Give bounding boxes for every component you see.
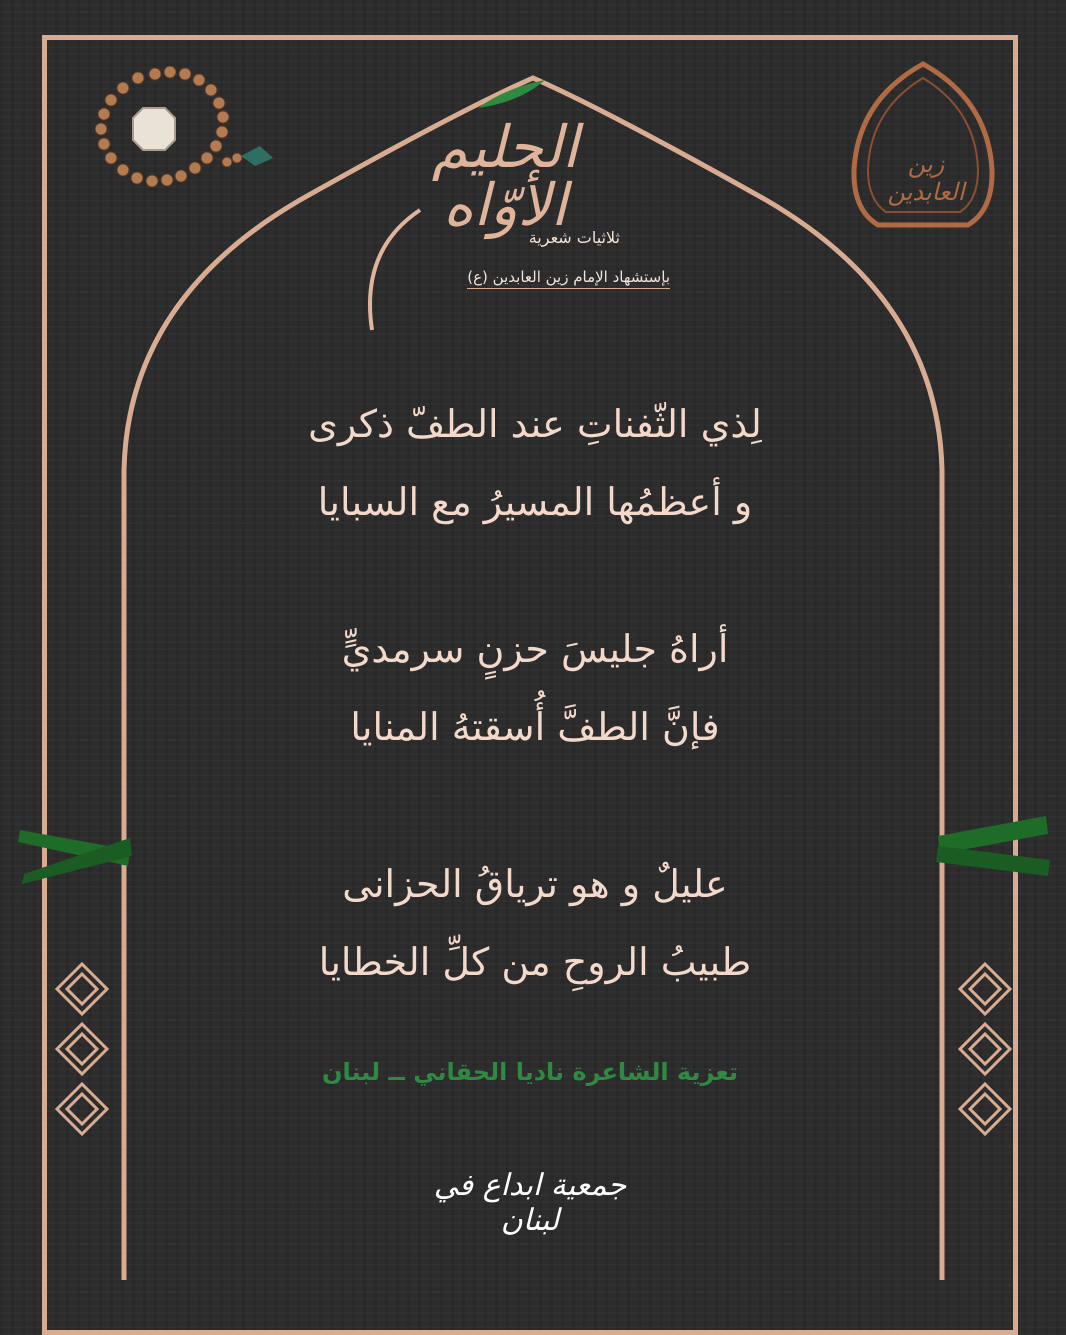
title-block xyxy=(350,98,690,348)
stanza-2 xyxy=(120,610,950,766)
kufic-knot-icon xyxy=(55,962,110,1137)
subtitle-line-1: ثلاثيات شعرية xyxy=(528,228,620,247)
green-ribbon-icon xyxy=(18,822,134,884)
verse-line: فإنَّ الطفَّ أُسقتهُ المنايا xyxy=(350,705,720,749)
verse-line: و أعظمُها المسيرُ مع السبايا xyxy=(317,480,753,524)
verse-line: أراهُ جليسَ حزنٍ سرمديٍّ xyxy=(341,627,729,671)
stanza-3 xyxy=(120,845,950,1001)
calligraphy-title: الحليم الأوّاه xyxy=(431,113,579,239)
green-ribbon-icon xyxy=(936,816,1052,878)
verse-line: طبيبُ الروحِ من كلِّ الخطايا xyxy=(318,940,752,984)
stanza-1 xyxy=(120,385,950,541)
subtitle-line-2: بإستشهاد الإمام زين العابدين (ع) xyxy=(467,268,670,289)
verse-line: عليلٌ و هو ترياقُ الحزانى xyxy=(342,862,728,906)
seal-text: زين العابدين xyxy=(887,150,965,206)
kufic-knot-icon xyxy=(958,962,1013,1137)
verse-line: لِذي الثّفناتِ عند الطفّ ذكرى xyxy=(308,402,762,446)
prayer-beads-icon xyxy=(95,66,275,211)
association-signature: جمعية ابداع في لبنان xyxy=(433,1168,627,1238)
poet-credit: تعزية الشاعرة ناديا الحقاني ــ لبنان xyxy=(322,1058,738,1086)
